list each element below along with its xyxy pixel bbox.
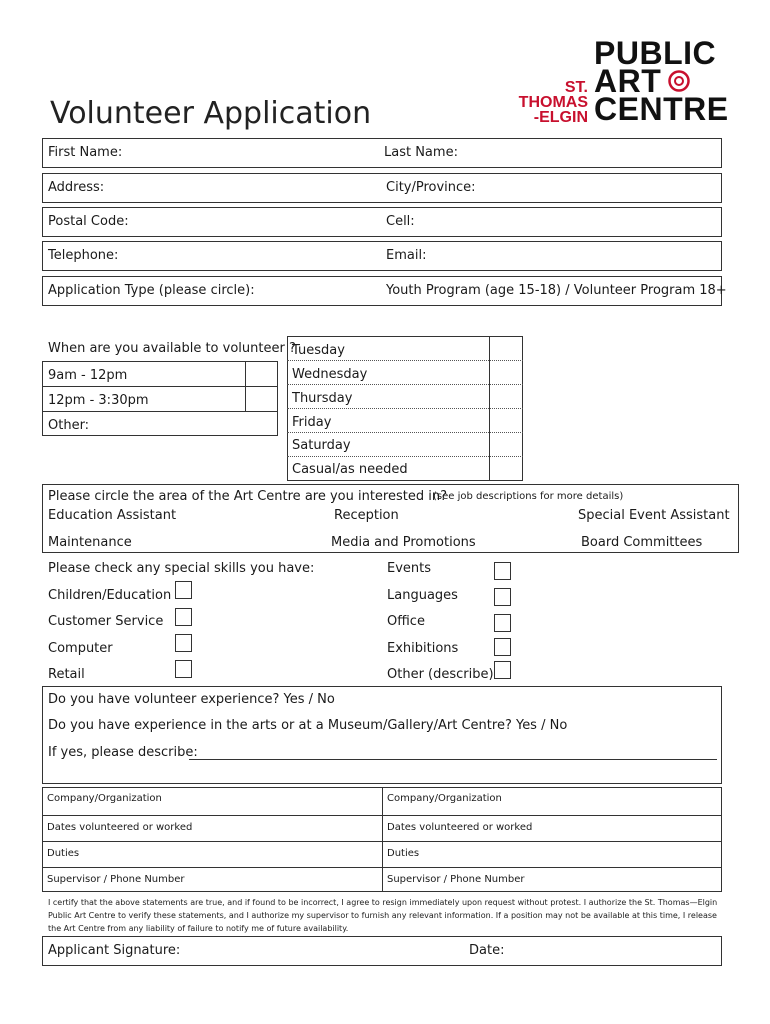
day-saturday-checkbox[interactable] [490, 433, 522, 455]
time-12pm-330pm-checkbox[interactable] [246, 387, 277, 410]
date-label: Date: [469, 943, 505, 958]
application-type-options[interactable]: Youth Program (age 15-18) / Volunteer Program 18+ [386, 283, 727, 298]
day-wednesday-checkbox[interactable] [490, 361, 522, 383]
logo-centre: CENTRE [594, 91, 729, 127]
address-label: Address: [48, 180, 105, 195]
area-media-promotions[interactable]: Media and Promotions [331, 535, 476, 550]
logo-art: ART [594, 63, 662, 99]
certification-text: I certify that the above statements are true, and if found to be incorrect, I agree to resign immediately upon request without protest. I authorize the St. Thomas—Elgin Public Art Centre to verify these statements, and I authorize my supervisor to furnish any relevant information. If a position may not be available at this time, I release the Art Centre from any liability of failure to notify me of future availability. [48, 898, 718, 933]
skill-children-education-checkbox[interactable] [175, 581, 192, 599]
email-label: Email: [386, 248, 427, 263]
skill-languages: Languages [387, 588, 458, 603]
availability-question: When are you available to volunteer ? [48, 341, 296, 356]
area-special-event-assistant[interactable]: Special Event Assistant [578, 508, 730, 523]
day-casual: Casual/as needed [292, 462, 408, 477]
area-education-assistant[interactable]: Education Assistant [48, 508, 177, 523]
day-saturday: Saturday [292, 438, 351, 453]
skill-exhibitions-checkbox[interactable] [494, 638, 511, 656]
area-board-committees[interactable]: Board Committees [581, 535, 703, 550]
company-label-right[interactable]: Company/Organization [387, 793, 502, 804]
skill-retail-checkbox[interactable] [175, 660, 192, 678]
day-friday: Friday [292, 415, 332, 430]
skill-customer-service: Customer Service [48, 614, 164, 629]
skill-events-checkbox[interactable] [494, 562, 511, 580]
day-tuesday-checkbox[interactable] [490, 337, 522, 359]
areas-question: Please circle the area of the Art Centre are you interested in? [48, 489, 447, 504]
skill-office-checkbox[interactable] [494, 614, 511, 632]
first-name-label: First Name: [48, 145, 123, 160]
application-type-label: Application Type (please circle): [48, 283, 255, 298]
logo-circle-icon [668, 70, 690, 92]
logo-thomas: THOMAS [518, 94, 588, 111]
skill-other-describe: Other (describe) [387, 667, 494, 682]
telephone-label: Telephone: [48, 248, 119, 263]
duties-label-left[interactable]: Duties [47, 848, 80, 859]
skill-languages-checkbox[interactable] [494, 588, 511, 606]
logo-st: ST. [564, 79, 588, 96]
supervisor-label-left[interactable]: Supervisor / Phone Number [47, 874, 185, 885]
day-thursday: Thursday [292, 391, 353, 406]
postal-code-label: Postal Code: [48, 214, 129, 229]
supervisor-label-right[interactable]: Supervisor / Phone Number [387, 874, 525, 885]
cell-label: Cell: [386, 214, 415, 229]
describe-line[interactable] [189, 759, 717, 760]
day-casual-checkbox[interactable] [490, 457, 522, 480]
time-12pm-330pm: 12pm - 3:30pm [48, 393, 149, 408]
skill-computer: Computer [48, 641, 113, 656]
describe-label: If yes, please describe: [48, 745, 198, 760]
volunteer-experience-question[interactable]: Do you have volunteer experience? Yes / No [48, 692, 335, 707]
skill-children-education: Children/Education [48, 588, 172, 603]
area-reception[interactable]: Reception [334, 508, 399, 523]
address-row[interactable] [42, 173, 722, 203]
first-last-name-row[interactable] [42, 138, 722, 168]
arts-experience-question[interactable]: Do you have experience in the arts or at a Museum/Gallery/Art Centre? Yes / No [48, 718, 568, 733]
dates-label-right[interactable]: Dates volunteered or worked [387, 822, 533, 833]
last-name-label: Last Name: [384, 145, 458, 160]
duties-label-right[interactable]: Duties [387, 848, 420, 859]
skill-retail: Retail [48, 667, 85, 682]
skill-events: Events [387, 561, 432, 576]
postal-cell-row[interactable] [42, 207, 722, 237]
skill-office: Office [387, 614, 425, 629]
time-9am-12pm: 9am - 12pm [48, 368, 128, 383]
applicant-signature-label: Applicant Signature: [48, 943, 181, 958]
telephone-email-row[interactable] [42, 241, 722, 271]
dates-label-left[interactable]: Dates volunteered or worked [47, 822, 193, 833]
logo-elgin: -ELGIN [533, 109, 588, 126]
day-friday-checkbox[interactable] [490, 409, 522, 431]
area-maintenance[interactable]: Maintenance [48, 535, 132, 550]
skill-computer-checkbox[interactable] [175, 634, 192, 652]
day-thursday-checkbox[interactable] [490, 385, 522, 407]
skill-exhibitions: Exhibitions [387, 641, 459, 656]
day-wednesday: Wednesday [292, 367, 368, 382]
page-title: Volunteer Application [50, 96, 372, 131]
logo-public: PUBLIC [594, 35, 717, 71]
logo [510, 36, 730, 126]
skill-other-checkbox[interactable] [494, 661, 511, 679]
skills-question: Please check any special skills you have: [48, 561, 315, 576]
time-9am-12pm-checkbox[interactable] [246, 362, 277, 385]
city-province-label: City/Province: [386, 180, 476, 195]
areas-note: (see job descriptions for more details) [433, 491, 624, 502]
time-other: Other: [48, 418, 90, 433]
company-label-left[interactable]: Company/Organization [47, 793, 162, 804]
skill-customer-service-checkbox[interactable] [175, 608, 192, 626]
day-tuesday: Tuesday [292, 343, 345, 358]
